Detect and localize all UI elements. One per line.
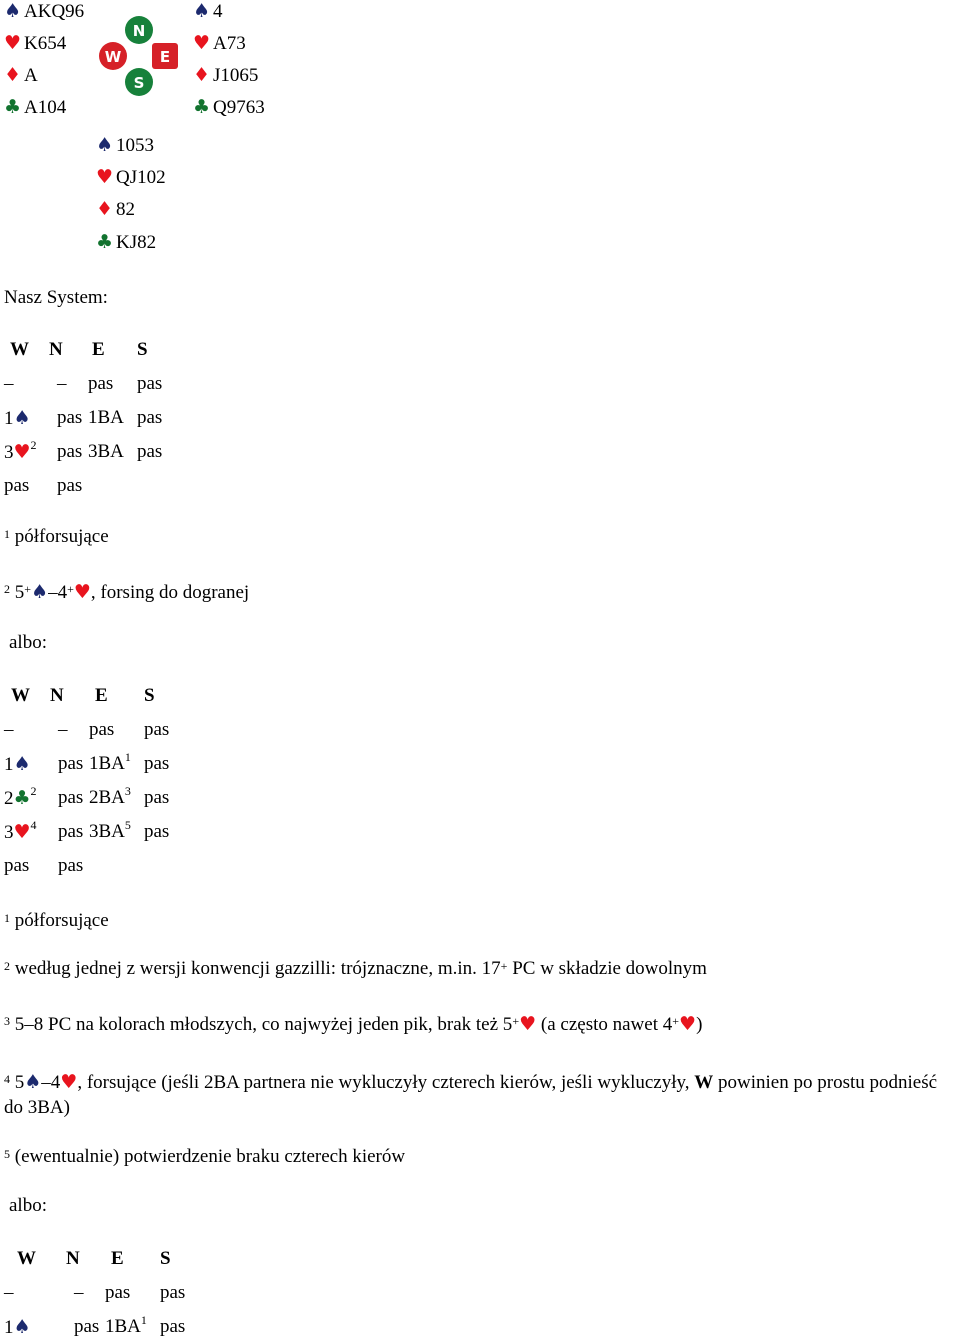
footnote-2: $^2$ 5+♠–4+♥, forsing do dogranej	[4, 581, 250, 603]
section-title: Nasz System:	[4, 287, 108, 308]
footnote-5: $^5$ (ewentualnie) potwierdzenie braku czterech kierów	[4, 1146, 406, 1167]
east-spades: ♠ 4	[193, 0, 223, 22]
south-spades: ♠ 1053	[96, 134, 154, 156]
auction-row: pas pas	[4, 475, 83, 496]
club-icon: ♣	[13, 786, 31, 809]
compass-icon	[98, 14, 180, 98]
auction-row: 3♥$^2$ pas 3BA pas	[4, 437, 163, 463]
diamond-icon: ♦	[96, 198, 114, 220]
auction-table-2	[4, 679, 174, 883]
auction-header-row: W N E S	[10, 339, 148, 360]
west-spades: ♠ AKQ96	[4, 0, 85, 22]
south-clubs: ♣ KJ82	[96, 231, 157, 253]
footnote-2: $^2$ według jednej z wersji konwencji gazzilli: trójznaczne, m.in. 17+ PC w składzie dowolnym	[4, 958, 707, 979]
auction-header-row: W N E S	[17, 1248, 171, 1269]
auction-row: 1♠ pas 1BA pas	[4, 406, 163, 429]
heart-icon: ♥	[60, 1071, 78, 1093]
east-hearts: ♥ A73	[193, 32, 246, 54]
heart-icon: ♥	[13, 820, 31, 843]
auction-row: – – pas pas	[4, 373, 163, 394]
auction-table-1	[4, 333, 167, 503]
spade-icon: ♠	[13, 1315, 31, 1338]
club-icon: ♣	[96, 231, 114, 253]
footnote-1: $^1$ półforsujące	[4, 526, 109, 547]
footnote-1: $^1$ półforsujące	[4, 910, 109, 931]
heart-icon: ♥	[679, 1013, 697, 1035]
heart-icon: ♥	[73, 581, 91, 603]
south-diamonds: ♦ 82	[96, 198, 135, 220]
club-icon: ♣	[4, 96, 22, 118]
footnote-4: $^4$ 5♠–4♥, forsujące (jeśli 2BA partnera nie wykluczyły czterech kierów, jeśli wykluczyły, W powinien po prostu podnieść do 3BA)	[4, 1071, 938, 1118]
auction-header-row: W N E S	[11, 685, 155, 706]
auction-row: pas pas	[4, 855, 84, 876]
east-diamonds: ♦ J1065	[193, 64, 259, 86]
auction-row: 3♥$^4$ pas $3BA^5$ pas	[4, 817, 170, 843]
spade-icon: ♠	[96, 134, 114, 156]
auction-table-3	[4, 1242, 190, 1344]
albo-label: albo:	[9, 1195, 47, 1216]
west-hearts: ♥ K654	[4, 32, 67, 54]
compass-s: S	[133, 74, 145, 92]
auction-row: 1♠ pas $1BA^1$ pas	[4, 1313, 186, 1338]
spade-icon: ♠	[24, 1071, 42, 1093]
club-icon: ♣	[193, 96, 211, 118]
diamond-icon: ♦	[4, 64, 22, 86]
east-clubs: ♣ Q9763	[193, 96, 265, 118]
heart-icon: ♥	[96, 166, 114, 188]
spade-icon: ♠	[4, 0, 22, 22]
heart-icon: ♥	[193, 32, 211, 54]
auction-row: 1♠ pas $1BA^1$ pas	[4, 750, 170, 775]
compass-w: W	[104, 48, 122, 66]
compass-e: E	[159, 48, 171, 66]
south-hearts: ♥ QJ102	[96, 166, 166, 188]
west-clubs: ♣ A104	[4, 96, 67, 118]
auction-row: 2♣$^2$ pas $2BA^3$ pas	[4, 783, 170, 809]
spade-icon: ♠	[13, 752, 31, 775]
heart-icon: ♥	[519, 1013, 537, 1035]
diamond-icon: ♦	[193, 64, 211, 86]
compass-n: N	[132, 22, 146, 40]
spade-icon: ♠	[193, 0, 211, 22]
footnote-3: $^3$ 5–8 PC na kolorach młodszych, co najwyżej jeden pik, brak też 5+♥ (a często nawet 4+♥)	[4, 1013, 703, 1035]
auction-row: – – pas pas	[4, 1282, 186, 1303]
west-diamonds: ♦ A	[4, 64, 38, 86]
heart-icon: ♥	[13, 440, 31, 463]
auction-row: – – pas pas	[4, 719, 170, 740]
spade-icon: ♠	[31, 581, 49, 603]
albo-label: albo:	[9, 632, 47, 653]
heart-icon: ♥	[4, 32, 22, 54]
spade-icon: ♠	[13, 406, 31, 429]
